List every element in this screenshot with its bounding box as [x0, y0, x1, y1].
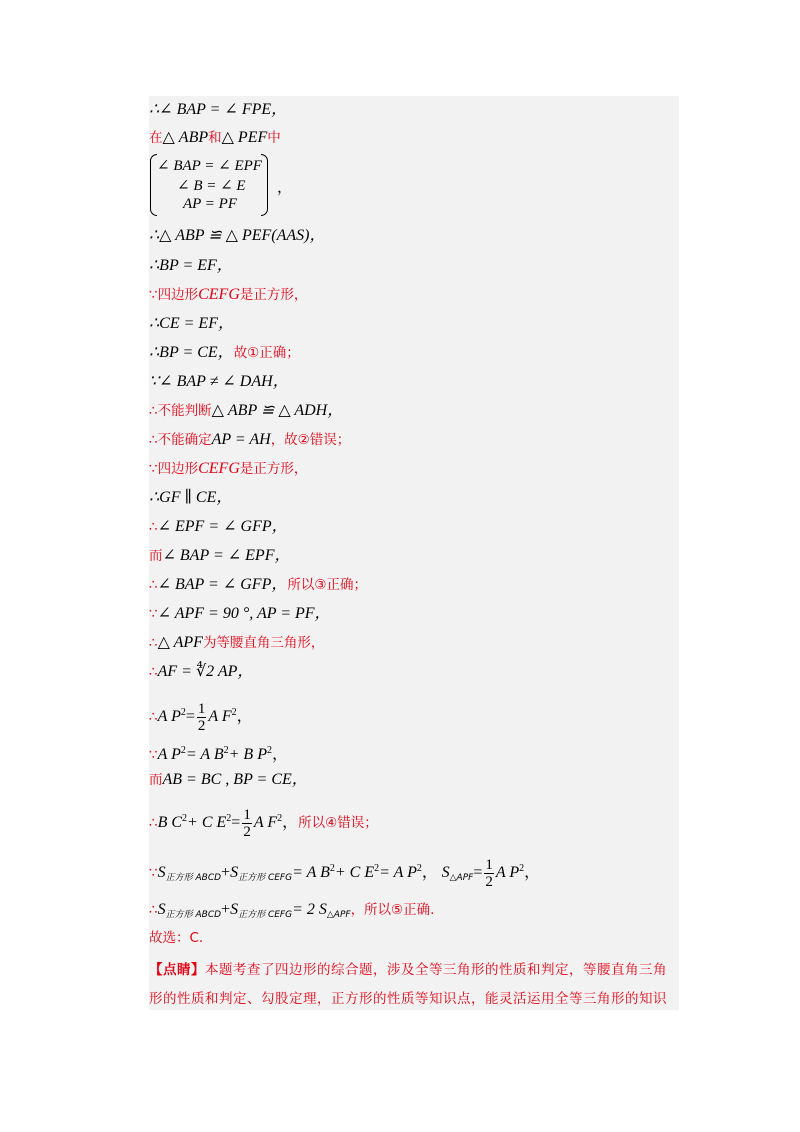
superscript: 2: [180, 707, 186, 718]
line-14: [149, 517, 288, 537]
math-text: S: [157, 901, 166, 918]
text: 故①正确；: [233, 345, 300, 361]
math-text: ∴BP = CE，: [149, 344, 234, 361]
text: 为等腰直角三角形，: [202, 635, 325, 651]
fraction-numerator: 1: [243, 807, 251, 824]
superscript: 2: [182, 813, 188, 824]
text: 所以④错误；: [298, 815, 378, 831]
text: ∴: [149, 432, 158, 448]
comment-heading: 【点睛】: [149, 962, 205, 978]
math-text: +: [221, 864, 231, 881]
math-text: + C E: [334, 864, 375, 881]
left-brace: [150, 154, 157, 216]
subscript: [166, 873, 221, 883]
text: ∴: [149, 519, 158, 535]
math-text: CEFG: [198, 286, 240, 303]
subscript: [166, 910, 221, 920]
math-text: △ APF: [157, 634, 203, 651]
system-row-1: ∠ BAP = ∠ EPF: [157, 158, 262, 174]
text: 不能判断: [157, 403, 212, 419]
line-13: [149, 488, 232, 508]
math-text: ∜2 AP，: [195, 663, 254, 680]
math-text: ∴△ ABP ≌ △ PEF: [149, 227, 272, 244]
subscript-text: CEFG: [267, 910, 293, 920]
solution-panel: [149, 96, 679, 1010]
fraction-denominator: 2: [197, 718, 206, 735]
line-4: [149, 226, 325, 246]
line-5: [149, 256, 233, 276]
system-row-2: ∠ B = ∠ E: [177, 178, 246, 194]
fraction-denominator: 2: [243, 824, 251, 841]
subscript-text: 正方形: [238, 910, 266, 920]
fraction-half: [242, 807, 252, 840]
superscript: 2: [416, 863, 422, 874]
line-10: [149, 401, 343, 421]
math-text: △ ABP: [162, 129, 209, 146]
math-text: = A B: [292, 864, 330, 881]
line-18: [149, 633, 324, 653]
line-2: [149, 128, 281, 148]
text: 和: [208, 130, 222, 146]
math-text: ，: [282, 814, 299, 831]
math-text: =: [231, 814, 241, 831]
math-text: S: [441, 864, 450, 881]
line-12: [149, 459, 307, 479]
superscript: 2: [226, 813, 232, 824]
math-text: ∴CE = EF，: [149, 315, 234, 332]
line-15: [149, 546, 290, 566]
subscript-text: CEFG: [267, 873, 293, 883]
text: ∵: [149, 865, 158, 881]
fraction-half: [197, 701, 207, 734]
subscript-text: 正方形: [165, 910, 193, 920]
line-16: [149, 575, 367, 595]
text: 是正方形，: [239, 287, 308, 303]
math-text: A F: [208, 708, 232, 725]
text: 中: [267, 130, 281, 146]
fraction-half: [484, 857, 494, 890]
line-6: [149, 285, 307, 305]
line-9: [149, 372, 289, 392]
math-text: CEFG: [198, 460, 240, 477]
subscript: [238, 910, 292, 920]
subscript-text: ABCD: [195, 873, 222, 883]
text: ∴: [149, 403, 158, 419]
text: ∴: [149, 815, 158, 831]
text: ∵四边形: [149, 287, 199, 303]
text: 是正方形，: [239, 461, 308, 477]
line-21: [149, 741, 288, 765]
text: ∴: [149, 664, 158, 680]
text: ，故②错误；: [270, 432, 351, 448]
line-24: [149, 852, 540, 895]
math-text: △ PEF: [221, 129, 268, 146]
math-text: A F: [253, 814, 278, 831]
text: ∴: [149, 902, 158, 918]
line-17: [149, 604, 331, 624]
math-text: ∴GF ∥ CE，: [149, 489, 233, 506]
math-text: ∠ BAP = ∠ GFP，: [157, 576, 288, 593]
math-text: =: [473, 864, 483, 881]
superscript: 2: [277, 813, 283, 824]
system-tail: ，: [277, 180, 293, 196]
math-text: ，: [236, 708, 253, 725]
math-text: ，: [421, 864, 438, 881]
subscript: [238, 873, 292, 883]
comment-paragraph: [149, 956, 679, 1014]
math-text: AP = AH: [211, 431, 271, 448]
line-26: [149, 928, 203, 948]
fraction-denominator: 2: [485, 874, 493, 891]
math-text: ∠ EPF = ∠ GFP，: [157, 518, 288, 535]
subscript: △APF: [449, 873, 474, 883]
math-text: +: [221, 901, 231, 918]
math-text: ∵∠ BAP ≠ ∠ DAH，: [149, 373, 289, 390]
superscript: 2: [180, 745, 186, 756]
superscript: 2: [223, 745, 229, 756]
comment-line-1: [149, 956, 679, 985]
line-22: [149, 770, 308, 790]
superscript: 2: [374, 863, 380, 874]
math-text: S: [230, 864, 239, 881]
math-text: + B P: [228, 746, 267, 763]
subscript-text: 正方形: [238, 873, 266, 883]
math-text: (AAS)，: [271, 227, 326, 244]
line-23: [149, 802, 378, 840]
math-text: B C: [157, 814, 183, 831]
math-text: ∠ APF = 90 °, AP = PF，: [157, 605, 331, 622]
text: ∵四边形: [149, 461, 199, 477]
line-20: [149, 696, 253, 734]
math-text: ，: [271, 746, 288, 763]
comment-text: 本题考查了四边形的综合题，涉及全等三角形的性质和判定，等腰直角三角: [205, 962, 667, 978]
text: ，所以⑤正确.: [350, 902, 435, 918]
math-text: = A B: [185, 746, 224, 763]
subscript-text: 正方形: [165, 873, 193, 883]
math-text: AB = BC , BP = CE，: [162, 771, 308, 788]
math-text: ∴∠ BAP = ∠ FPE，: [149, 101, 288, 118]
text: ∵: [149, 606, 158, 622]
text: 而: [149, 772, 163, 788]
math-text: S: [157, 864, 166, 881]
line-19: [149, 662, 253, 682]
line-7: [149, 314, 234, 334]
math-text: A P: [157, 746, 181, 763]
text: 不能确定: [157, 432, 212, 448]
text: ∵: [149, 747, 158, 763]
math-text: ，: [524, 864, 541, 881]
math-text: A P: [157, 708, 181, 725]
answer-text: 故选：C.: [149, 930, 204, 946]
math-text: + C E: [187, 814, 227, 831]
math-text: ∴BP = EF，: [149, 257, 233, 274]
line-8: [149, 343, 300, 363]
math-text: =: [185, 708, 195, 725]
superscript: 2: [231, 707, 237, 718]
line-1: [149, 100, 287, 120]
fraction-numerator: 1: [485, 857, 493, 874]
superscript: 2: [519, 863, 525, 874]
superscript: 2: [329, 863, 335, 874]
line-11: [149, 430, 350, 450]
text: ∴: [149, 709, 158, 725]
system-row-3: AP = PF: [183, 196, 238, 212]
text: 所以③正确；: [287, 577, 367, 593]
line-25: [149, 900, 434, 925]
math-text: = A P: [379, 864, 417, 881]
superscript: 2: [266, 745, 272, 756]
math-text: = 2 S: [292, 901, 327, 918]
text: ∴: [149, 635, 158, 651]
text: 而: [149, 548, 163, 564]
comment-line-2: 形的性质和判定、勾股定理，正方形的性质等知识点，能灵活运用全等三角形的知识: [149, 991, 667, 1007]
math-text: ∠ BAP = ∠ EPF，: [162, 547, 291, 564]
math-text: A P: [495, 864, 520, 881]
math-text: S: [230, 901, 239, 918]
math-text: △ ABP ≌ △ ADH，: [211, 402, 344, 419]
subscript-text: ABCD: [195, 910, 222, 920]
subscript: △APF: [326, 910, 351, 920]
right-brace: [261, 154, 268, 216]
text: ∴: [149, 577, 158, 593]
text: 在: [149, 130, 163, 146]
math-text: AF =: [157, 663, 196, 680]
fraction-numerator: 1: [197, 701, 206, 718]
equation-system: [149, 152, 299, 218]
